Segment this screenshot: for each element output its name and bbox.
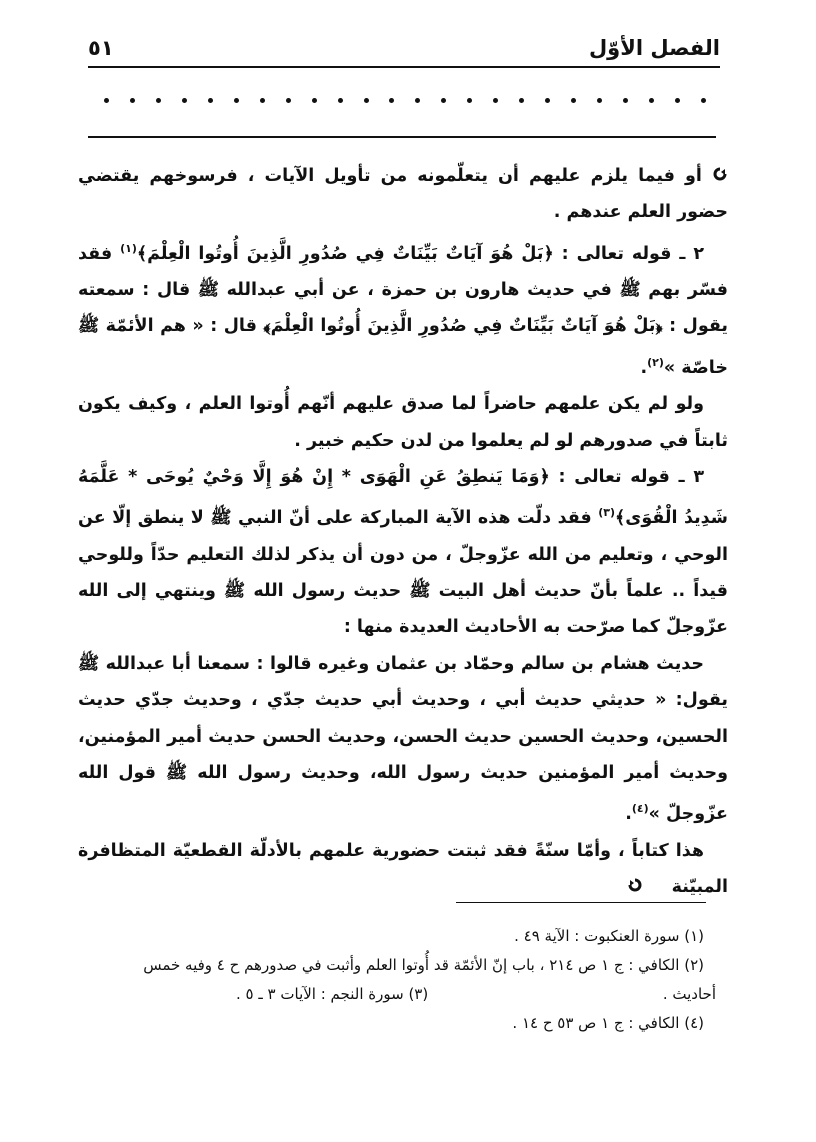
dot: [519, 98, 524, 103]
running-title: الفصل الأوّل: [588, 36, 720, 60]
footnote-ref: (٤): [631, 802, 649, 816]
dot: [234, 98, 239, 103]
dot: [623, 98, 628, 103]
dot: [467, 98, 472, 103]
header-divider: [88, 66, 720, 68]
paragraph-text: فقد دلّت هذه الآية المباركة على أنّ النبي ﷺ لا ينطق إلّا عن الوحي ، وتعليم من الله عزّوجلّ ، من دون أن يذكر لذلك التعليم حدّاً وللوحي قيداً .. علماً بأنّ حديث أهل البيت ﷺ حديث رسول الله ﷺ وينتهي إلى الله عزّوجلّ كما صرّحت به الأحاديث العديدة منها :: [78, 508, 728, 638]
ellipsis-separator: [104, 98, 706, 103]
dot: [545, 98, 550, 103]
paragraph-end: .: [625, 804, 632, 825]
dot: [208, 98, 213, 103]
page-number: ٥١: [88, 36, 114, 60]
paragraph-text: ٢ ـ قوله تعالى : ﴿بَلْ هُوَ آيَاتٌ بَيِّنَاتٌ فِي صُدُورِ الَّذِينَ أُوتُوا الْعِلْمَ﴾: [136, 243, 704, 264]
paragraph-3: [78, 386, 728, 459]
footnote-row: [96, 980, 716, 1009]
dot: [675, 98, 680, 103]
footnote-4: (٤) الكافي : ج ١ ص ٥٣ ح ١٤ .: [512, 1014, 704, 1032]
footnote-ref: (١): [120, 241, 137, 255]
dot: [493, 98, 498, 103]
dot: [389, 98, 394, 103]
footnote-1: (١) سورة العنكبوت : الآية ٤٩ .: [514, 927, 704, 945]
dot: [156, 98, 161, 103]
footnotes: [96, 922, 716, 1038]
dot: [701, 98, 706, 103]
dot: [182, 98, 187, 103]
continuation-ornament-icon: [650, 869, 666, 905]
dot: [649, 98, 654, 103]
paragraph-5: [78, 646, 728, 833]
paragraph-text: هذا كتاباً ، وأمّا سنّةً فقد ثبتت حضورية علمهم بالأدلّة القطعيّة المتظافرة المبيّنة: [78, 840, 728, 898]
footnote-2: (٢) الكافي : ج ١ ص ٢١٤ ، باب إنّ الأئمّة قد أُوتوا العلم وأثبت في صدورهم ح ٤ وفيه خمس: [143, 956, 704, 974]
dot: [338, 98, 343, 103]
dot: [597, 98, 602, 103]
dot: [130, 98, 135, 103]
dot: [364, 98, 369, 103]
footnote-ref: (٣): [598, 506, 616, 520]
paragraph-text: ٣ ـ قوله تعالى : ﴿وَمَا يَنطِقُ عَنِ الْهَوَى * إِنْ هُوَ إِلَّا وَحْيٌ يُوحَى * عَلَّمَهُ شَدِيدُ الْقُوَى﴾: [78, 466, 728, 529]
paragraph-1: [78, 158, 728, 231]
paragraph-text: أو فيما يلزم عليهم أن يتعلّمونه من تأويل الآيات ، فرسوخهم يقتضي حضور العلم عندهم .: [78, 166, 728, 223]
dot: [571, 98, 576, 103]
footnote-ref: (٢): [647, 355, 664, 369]
paragraph-4: [78, 459, 728, 646]
paragraph-end: .: [640, 357, 648, 378]
dot: [415, 98, 420, 103]
dot: [260, 98, 265, 103]
footnote-3: (٣) سورة النجم : الآيات ٣ ـ ٥ .: [236, 985, 429, 1003]
main-text: [78, 158, 728, 905]
dot: [312, 98, 317, 103]
continuation-ornament-icon: [712, 158, 728, 194]
paragraph-6: [78, 833, 728, 906]
footnote-divider: [456, 902, 706, 903]
paragraph-text: ولو لم يكن علمهم حاضراً لما صدق عليهم أنّهم أُوتوا العلم ، وكيف يكون ثابتاً في صدورهم لو لم يعلموا من لدن حكيم خبير .: [78, 394, 728, 451]
paragraph-text: فقد فسّر بهم ﷺ في حديث هارون بن حمزة ، عن أبي عبدالله ﷺ قال : سمعته يقول : ﴿بَلْ هُوَ آيَاتٌ بَيِّنَاتٌ فِي صُدُورِ الَّذِينَ أُوتُوا الْعِلْمَ﴾ قال : « هم الأئمّة ﷺ خاصّة »: [78, 243, 728, 378]
dot: [441, 98, 446, 103]
section-divider: [88, 136, 716, 138]
paragraph-2: [78, 231, 728, 386]
dot: [286, 98, 291, 103]
footnote-2-continuation: أحاديث .: [662, 985, 716, 1003]
paragraph-text: حديث هشام بن سالم وحمّاد بن عثمان وغيره قالوا : سمعنا أبا عبدالله ﷺ يقول: « حديثي حديث أبي ، وحديث أبي حديث جدّي ، وحديث جدّي حديث الحسين، وحديث الحسين حديث الحسن، وحديث الحسن حديث أمير المؤمنين، وحديث أمير المؤمنين حديث رسول الله، وحديث رسول الله ﷺ قول الله عزّوجلّ »: [78, 653, 728, 825]
dot: [104, 98, 109, 103]
page-header: [88, 28, 720, 68]
